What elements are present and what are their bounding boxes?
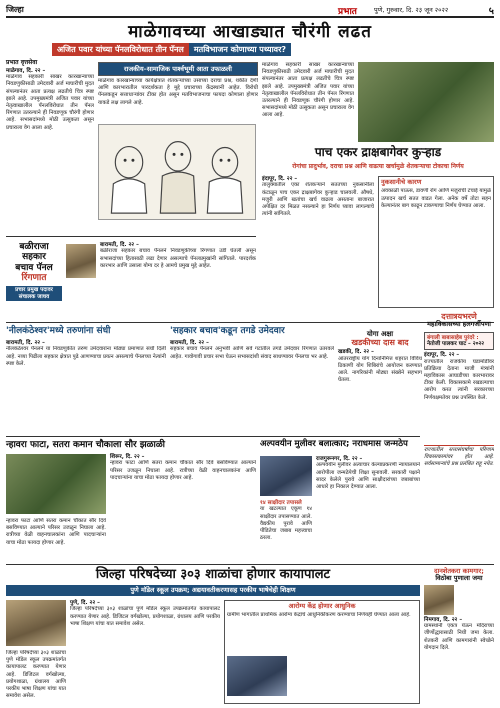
neelkanth-dateline: बारामती, दि. २२ – (6, 340, 45, 346)
balirajya-title-a: बळीराजा (19, 242, 49, 252)
solar-lights-photo (6, 454, 106, 514)
sahakar-body: सहकार बचाव पॅनलने अनुभवी आणि सर्व गटांतील तगडे उमेदवार रिंगणात उतरवले आहेत. गावोगावी प्रचार सभा घेऊन सभासदांशी संवाद साधण्यावर पॅनलचा भर आहे. (170, 346, 334, 360)
grapes-side-head: नुकसानीचे कारण (381, 178, 422, 186)
lead-strap-left: अजित पवार यांच्या पॅनलविरोधात तीन पॅनल (52, 43, 189, 56)
newspaper-logo: प्रभात (338, 7, 357, 17)
balirajya-story (100, 242, 256, 320)
political-cartoon (98, 124, 256, 220)
lead-body: माळेगाव सहकारी साखर कारखान्याच्या निवडणुकीसाठी उमेदवारी अर्ज माघारीची मुदत संपल्यानंतर आता प्रत्यक्ष लढतीचे चित्र स्पष्ट झाले आहे. उपमुख्यमंत्री अजित पवार यांच्या नेतृत्वाखालील पॅनलविरोधात तीन पॅनल रिंगणात उतरल्याने ही निवडणूक चौरंगी होणार आहे. सभासदांमध्ये मोठी उत्सुकता असून प्रचाराला वेग आला आहे. (6, 74, 94, 131)
balirajya-note: प्रचार प्रमुख पदावर संचालक जाधव (6, 286, 62, 301)
balirajya-body: बळीराजा सहकार बचाव पॅनलने निवडणुकीच्या रिंगणात उडी घेतली असून सभासदांच्या हितासाठी लढा देणार असल्याचे पॅनलप्रमुखांनी सांगितले. पारदर्शक कारभार आणि उसाला योग्य दर हे आमचे प्रमुख मुद्दे आहेत. (100, 248, 256, 269)
yoga-subhead: खडकीच्या दास बाद (351, 338, 409, 348)
zp-strap: पुणे मॉडेल स्कूल उपक्रम; अद्ययावतीकरणासह परकीय भाषेचेही शिक्षण (6, 585, 420, 596)
dattatray-box-head2: नेतोजी पालकर घाट – २०२२ (427, 340, 485, 347)
yoga-body: आंतरराष्ट्रीय योग दिनानिमित्त शहरात विविध ठिकाणी योग शिबिरांचे आयोजन करण्यात आले. नागरिकांनी मोठ्या संख्येने सहभाग घेतला. (338, 355, 422, 384)
sahakar-dateline: बारामती, दि. २२ – (170, 340, 209, 346)
masthead (6, 4, 494, 18)
lead-headline: माळेगावच्या आखाड्यात चौरंगी लढत (128, 22, 372, 42)
grapes-story (262, 176, 374, 308)
dattatray-column (424, 312, 494, 492)
lead-subhead: राजकीय–सामाजिक पार्श्वभूमी आता उफाळली (123, 65, 232, 73)
lead-story-col1 (6, 60, 94, 232)
grapes-strap: रोगांचा प्रादुर्भाव, दराचा प्रश्न आणि वाढत्या खर्चामुळे शेतकऱ्याचा टोकाचा निर्णय (292, 163, 464, 170)
neelkanth-headline: 'नीलकंठेश्वर'मध्ये तरुणांना संधी (6, 326, 111, 336)
zp-body-cont: जिल्हा परिषदेच्या ३०३ शाळांचा पुणे मॉडेल स्कूल उपक्रमांतर्गत कायापालट करण्यात येणार आहे. डिजिटल वर्गखोल्या, प्रयोगशाळा, ग्रंथालय आणि परकीय भाषा शिक्षण यांचा यात समावेश असेल. (6, 650, 66, 700)
person-photo (66, 244, 96, 278)
neelkanth-story (6, 340, 166, 432)
donation-head2: विठोबा पुणाला जमा (435, 574, 483, 583)
sahakar-story (170, 340, 334, 432)
zp-story (70, 600, 220, 704)
grapes-side-body: अवकाळी पाऊस, डावणी रोग आणि मजुरांची टंचाई यामुळे उत्पादन खर्च सतत वाढत गेला. अनेक वर्षे तोटा सहन केल्यानंतर बाग काढून टाकण्याचा निर्णय घेण्यात आला. (381, 188, 491, 209)
dattatray-dateline: इंदापूर, दि. २२ – (424, 352, 460, 359)
crime-headline: अल्पवयीन मुलीवर बलात्कार; नराधमास जन्मठेप (260, 439, 408, 449)
neelkanth-body: नीलकंठेश्वर पॅनलने या निवडणुकीत तरुण उमेदवारांना मोठ्या प्रमाणात संधी दिली आहे. नव्या पिढीला सहकार क्षेत्रात पुढे आणण्याचा प्रयत्न असल्याचे पॅनलच्या नेत्यांनी स्पष्ट केले. (6, 346, 166, 367)
grapes-dateline: इंदापूर, दि. २२ – (262, 176, 298, 182)
hawa-body-cont: न्हावरा फाटा आणि सतरा कमान चौकात सौर दिवे बसविण्यात आल्याने परिसर उजळून निघाला आहे. रात्रीच्या वेळी वाहनचालकांना आणि पादचाऱ्यांना याचा मोठा फायदा होणार आहे. (6, 518, 106, 546)
yoga-dateline: खडकी, दि. २२ – (338, 349, 374, 356)
divider (6, 436, 420, 437)
hawa-headline: न्हावरा फाटा, सतरा कमान चौकाला सौर झळाळी (6, 440, 165, 450)
sahakar-headline: 'सहकार बचाव'कडून तगडे उमेदवार (170, 326, 285, 336)
zp-dateline: पुणे, दि. २२ – (70, 600, 100, 606)
zp-headline: जिल्हा परिषदेच्या ३०३ शाळांचा होणार कायापालट (95, 567, 331, 582)
balirajya-dateline: बारामती, दि. २२ – (100, 242, 139, 248)
grapes-sidebox (378, 176, 494, 308)
divider (6, 564, 494, 565)
donation-dateline: निमगाव, दि. २२ – (424, 616, 463, 623)
donation-body: ग्रामस्थांनी एकत्र येऊन मंदिराच्या जीर्णोद्धारासाठी निधी जमा केला. शेतकरी आणि कामगारांनी स्वेच्छेने योगदान दिले. (424, 623, 494, 651)
yoga-story (338, 330, 422, 432)
crime-sidebox (260, 500, 312, 560)
zp-box-body: ग्रामीण भागातील प्राथमिक आरोग्य केंद्रांचे आधुनिकीकरण करण्याचा निर्णयही घेण्यात आला आहे. (227, 612, 411, 619)
divider (6, 236, 256, 237)
grapes-headline: पाच एकर द्राक्षबागेवर कुऱ्हाड (314, 145, 442, 159)
lead-continued: माळेगाव सहकारी साखर कारखान्याच्या निवडणुकीसाठी उमेदवारी अर्ज माघारीची मुदत संपल्यानंतर आता प्रत्यक्ष लढतीचे चित्र स्पष्ट झाले आहे. उपमुख्यमंत्री अजित पवार यांच्या नेतृत्वाखालील पॅनलविरोधात तीन पॅनल रिंगणात उतरल्याने ही निवडणूक चौरंगी होणार आहे. सभासदांमध्ये मोठी उत्सुकता असून प्रचाराला वेग आला आहे. (262, 62, 354, 119)
lead-strap (52, 43, 291, 56)
lead-byline: प्रभात वृत्तसेवा (6, 59, 38, 66)
lead-subhead-bar (98, 62, 258, 76)
grapes-body: तालुक्यातील एका शेतकऱ्याने सततच्या नुकसानीला कंटाळून पाच एकर द्राक्षबागेवर कुऱ्हाड चालवली. औषधे, मजुरी आणि खतांचा खर्च वाढला असताना बाजारात अपेक्षित दर मिळत नसल्याने हा निर्णय घ्यावा लागल्याचे त्यांनी सांगितले. (262, 182, 374, 218)
dattatray-title: दत्तात्रयभरणे (441, 312, 477, 321)
balirajya-title-d: रिंगणात (21, 273, 47, 284)
issue-date: पुणे, गुरुवार, दि. २३ जून २०२२ (374, 6, 449, 14)
page-number: ५ (488, 6, 494, 17)
divider (6, 322, 494, 323)
crime-side-body: या खटल्यात एकूण १४ साक्षीदार तपासण्यात आले. वैद्यकीय पुरावे आणि पीडितेचा जबाब महत्त्वाचा ठरला. (260, 506, 312, 542)
crime-dateline: राजगुरूनगर, दि. २२ – (316, 456, 363, 462)
zp-box-head: आरोग्य केंद्र होणार आधुनिक (288, 602, 356, 610)
donation-head: दानशेतकरा कामगार; (434, 567, 484, 575)
balirajya-title-b: सहकार (22, 252, 46, 263)
crime-side-head: १४ साक्षीदार तपासले (260, 500, 302, 506)
dattatray-body: राज्यातील राजकीय घडामोडींवर प्रतिक्रिया देताना माजी मंत्र्यांनी महाविकास आघाडीच्या कारभारावर टीका केली. विकासकामे रखडल्याचा आरोप करत त्यांनी सरकारच्या निर्णयक्षमतेवर प्रश्न उपस्थित केले. (424, 358, 494, 401)
dattatray-box (424, 332, 494, 351)
dattatray-box-head: बंगाली बाबासाहेब पुरंदरे : (427, 334, 479, 341)
court-photo (260, 456, 312, 496)
lead-sub-body: माळेगाव कारखान्याच्या कार्यक्षेत्रात शेतकऱ्यांच्या उसाच्या दराचा प्रश्न, थकीत देणी आणि कारभारातील पारदर्शकता हे मुद्दे प्रचाराच्या केंद्रस्थानी आहेत. विरोधी पॅनलकडून सत्ताधाऱ्यांवर टीका होत असून मतविभाजनाचा फायदा कोणाला होणार याकडे लक्ष लागले आहे. (98, 78, 258, 106)
dattatray-subtitle: महाविकासच्या हलगर्जीपणा (427, 320, 491, 329)
cartoon-drawing (99, 125, 255, 219)
hawa-story (110, 454, 256, 560)
school-photo (6, 600, 66, 646)
yoga-headline: योगा अक्षा (366, 330, 394, 338)
dattatray-quote: राज्यातील सत्तासंघर्षाचा परिणाम विकासकामांवर होत आहे. सर्वसामान्यांचे प्रश्न प्रलंबित राहू नयेत. (424, 445, 494, 475)
crime-body: अल्पवयीन मुलीवर अत्याचार केल्याप्रकरणी न्यायालयाने आरोपीला जन्मठेपेची शिक्षा सुनावली. सरकारी पक्षाने सादर केलेले पुरावे आणि साक्षीदारांच्या जबाबांच्या आधारे हा निकाल देण्यात आला. (316, 462, 420, 490)
hawa-dateline: शिरूर, दि. २२ – (110, 454, 145, 460)
donor-photo (424, 585, 454, 615)
balirajya-title-c: बचाव पॅनल (15, 262, 53, 273)
crime-story (316, 456, 420, 560)
vineyard-photo (358, 62, 494, 142)
health-center-photo (227, 656, 287, 696)
zp-sidebox (224, 600, 420, 704)
balirajya-title-block (6, 242, 62, 320)
donation-story (424, 568, 494, 704)
hawa-body: न्हावरा फाटा आणि सतरा कमान चौकात सौर दिवे बसविण्यात आल्याने परिसर उजळून निघाला आहे. रात्रीच्या वेळी वाहनचालकांना आणि पादचाऱ्यांना याचा मोठा फायदा होणार आहे. (110, 460, 256, 481)
section-label: जिल्हा (6, 5, 24, 14)
lead-dateline: माळेगाव, दि. २२ – (6, 67, 46, 74)
zp-body: जिल्हा परिषदेच्या ३०३ शाळांचा पुणे मॉडेल स्कूल उपक्रमांतर्गत कायापालट करण्यात येणार आहे. डिजिटल वर्गखोल्या, प्रयोगशाळा, ग्रंथालय आणि परकीय भाषा शिक्षण यांचा यात समावेश असेल. (70, 606, 220, 627)
lead-strap-right: मतविभाजन कोणाच्या पथ्यावर? (189, 43, 291, 56)
